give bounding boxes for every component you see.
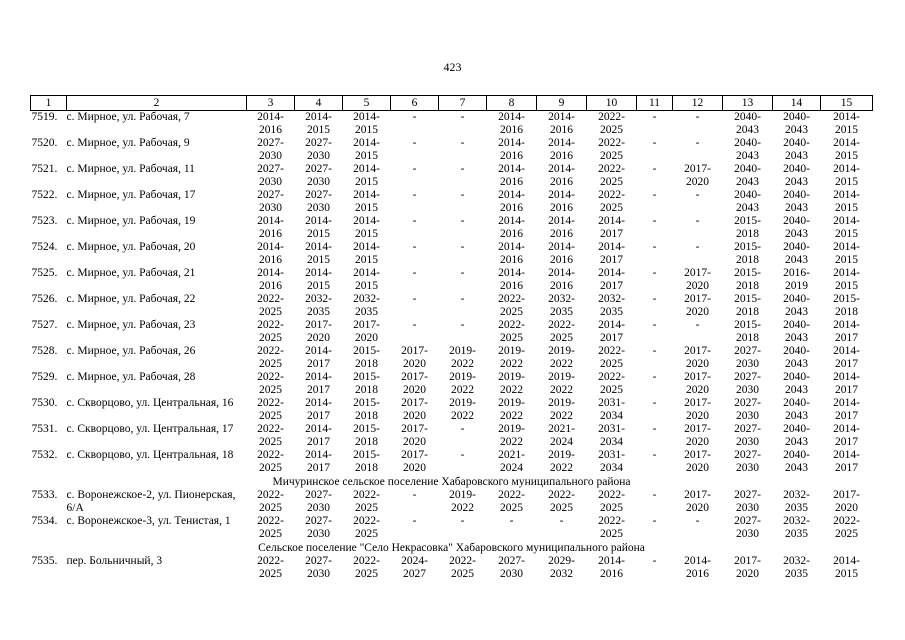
period-cell: 2014- 2016 [548, 267, 575, 292]
period-cell: 2022- 2025 [498, 489, 525, 514]
period-cell: 2017- 2020 [684, 293, 711, 318]
period-cell: 2022- 2025 [257, 397, 284, 422]
period-cell: - [652, 137, 657, 149]
table-row [31, 555, 873, 581]
period-cell: - [412, 489, 417, 501]
period-cell: 2040- 2043 [783, 449, 810, 474]
table-row [31, 345, 873, 371]
period-cell: 2014- 2016 [257, 111, 284, 136]
table-row [31, 163, 873, 189]
row-number: 7525. [31, 267, 58, 279]
column-header: 12 [673, 96, 723, 111]
address-cell: с. Мирное, ул. Рабочая, 23 [66, 319, 196, 331]
period-cell: 2032- 2035 [305, 293, 332, 318]
address-cell: с. Мирное, ул. Рабочая, 26 [66, 345, 196, 357]
period-cell: 2014- 2016 [498, 241, 525, 266]
period-cell: 2014- 2015 [353, 163, 380, 188]
period-cell: - [412, 111, 417, 123]
address-cell: с. Скворцово, ул. Центральная, 17 [66, 423, 234, 435]
period-cell: 2027- 2030 [305, 137, 332, 162]
period-cell: 2014- 2015 [833, 189, 860, 214]
period-cell: 2027- 2030 [734, 345, 761, 370]
period-cell: 2017- 2020 [401, 423, 428, 448]
period-cell: - [652, 319, 657, 331]
period-cell: 2015- 2018 [734, 241, 761, 266]
column-header: 1 [31, 96, 67, 111]
period-cell: - [412, 215, 417, 227]
period-cell: - [412, 267, 417, 279]
period-cell: 2014- 2016 [257, 241, 284, 266]
period-cell: - [652, 397, 657, 409]
period-cell: 2014- 2016 [257, 215, 284, 240]
period-cell: 2014- 2015 [833, 111, 860, 136]
address-cell: с. Скворцово, ул. Центральная, 18 [66, 449, 234, 461]
page-number: 423 [443, 60, 462, 74]
period-cell: - [652, 515, 657, 527]
table-row [31, 423, 873, 449]
period-cell: - [460, 241, 465, 253]
row-number: 7523. [31, 215, 58, 227]
table-row [31, 189, 873, 215]
period-cell: 2014- 2017 [833, 371, 860, 396]
period-cell: - [412, 319, 417, 331]
period-cell: - [460, 319, 465, 331]
period-cell: 2014- 2016 [548, 189, 575, 214]
period-cell: - [652, 371, 657, 383]
row-number: 7530. [31, 397, 58, 409]
period-cell: 2031- 2034 [598, 423, 625, 448]
period-cell: 2015- 2018 [353, 345, 380, 370]
table-row [31, 241, 873, 267]
period-cell: 2029- 2032 [548, 555, 575, 580]
period-cell: 2022- 2025 [257, 423, 284, 448]
row-number: 7529. [31, 371, 58, 383]
column-header: 13 [723, 96, 773, 111]
table-row [31, 397, 873, 423]
period-cell: 2022- 2025 [353, 489, 380, 514]
period-cell: 2017- 2020 [684, 267, 711, 292]
period-cell: 2032- 2035 [598, 293, 625, 318]
period-cell: 2014- 2016 [498, 137, 525, 162]
period-cell: 2040- 2043 [783, 397, 810, 422]
period-cell: 2014- 2017 [598, 215, 625, 240]
address-cell: с. Мирное, ул. Рабочая, 28 [66, 371, 196, 383]
row-number: 7524. [31, 241, 58, 253]
period-cell: 2022- 2025 [598, 489, 625, 514]
row-number: 7522. [31, 189, 58, 201]
period-cell: 2015- 2018 [734, 267, 761, 292]
period-cell: 2031- 2034 [598, 397, 625, 422]
period-cell: - [652, 423, 657, 435]
period-cell: 2014- 2015 [833, 137, 860, 162]
period-cell: 2022- 2025 [548, 489, 575, 514]
period-cell: 2014- 2016 [498, 111, 525, 136]
period-cell: 2027- 2030 [305, 163, 332, 188]
period-cell: 2014- 2015 [305, 111, 332, 136]
period-cell: 2027- 2030 [257, 189, 284, 214]
period-cell: 2022- 2025 [598, 371, 625, 396]
period-cell: 2027- 2030 [305, 515, 332, 540]
period-cell: 2019- 2022 [498, 397, 525, 422]
period-cell: 2022- 2025 [257, 449, 284, 474]
section-heading-row [31, 541, 873, 555]
period-cell: 2014- 2015 [353, 215, 380, 240]
period-cell: 2014- 2017 [305, 423, 332, 448]
column-header: 14 [773, 96, 821, 111]
period-cell: 2014- 2016 [498, 215, 525, 240]
period-cell: 2014- 2017 [833, 423, 860, 448]
period-cell: - [652, 215, 657, 227]
period-cell: 2014- 2017 [598, 319, 625, 344]
period-cell: 2022- 2025 [257, 293, 284, 318]
period-cell: 2014- 2016 [548, 137, 575, 162]
period-cell: - [412, 163, 417, 175]
period-cell: 2017- 2020 [401, 371, 428, 396]
period-cell: 2040- 2043 [734, 163, 761, 188]
period-cell: 2017- 2020 [684, 345, 711, 370]
address-cell: с. Мирное, ул. Рабочая, 17 [66, 189, 196, 201]
period-cell: 2014- 2017 [833, 449, 860, 474]
period-cell: 2014- 2016 [548, 241, 575, 266]
period-cell: - [460, 449, 465, 461]
period-cell: - [695, 515, 700, 527]
period-cell: 2021- 2024 [498, 449, 525, 474]
period-cell: 2017- 2020 [684, 397, 711, 422]
table-row [31, 489, 873, 515]
period-cell: 2014- 2016 [498, 267, 525, 292]
address-cell: с. Воронежское-2, ул. Пионерская, 6/А [66, 489, 236, 514]
row-number: 7521. [31, 163, 58, 175]
period-cell: 2022- 2025 [598, 189, 625, 214]
period-cell: - [695, 215, 700, 227]
period-cell: 2014- 2015 [833, 215, 860, 240]
address-cell: с. Мирное, ул. Рабочая, 11 [66, 163, 195, 175]
column-header: 3 [247, 96, 295, 111]
period-cell: 2040- 2043 [783, 293, 810, 318]
period-cell: 2015- 2018 [353, 423, 380, 448]
period-cell: - [652, 111, 657, 123]
period-cell: - [460, 111, 465, 123]
row-number: 7528. [31, 345, 58, 357]
period-cell: - [559, 515, 564, 527]
address-cell: с. Мирное, ул. Рабочая, 21 [66, 267, 196, 279]
period-cell: - [412, 515, 417, 527]
period-cell: 2027- 2030 [734, 489, 761, 514]
column-header: 4 [295, 96, 343, 111]
period-cell: 2019- 2022 [498, 371, 525, 396]
period-cell: 2017- 2020 [305, 319, 332, 344]
period-cell: 2019- 2022 [498, 345, 525, 370]
period-cell: 2014- 2015 [833, 555, 860, 580]
period-cell: 2014- 2016 [498, 189, 525, 214]
period-cell: 2014- 2017 [598, 267, 625, 292]
period-cell: 2040- 2043 [783, 371, 810, 396]
period-cell: - [460, 293, 465, 305]
period-cell: 2022- 2025 [598, 163, 625, 188]
period-cell: - [652, 163, 657, 175]
period-cell: 2040- 2043 [783, 345, 810, 370]
period-cell: - [509, 515, 514, 527]
period-cell: 2022- 2025 [257, 345, 284, 370]
period-cell: 2022- 2025 [498, 319, 525, 344]
period-cell: 2017- 2020 [684, 163, 711, 188]
table-row [31, 111, 873, 138]
period-cell: 2022- 2025 [449, 555, 476, 580]
period-cell: 2022- 2025 [548, 319, 575, 344]
period-cell: - [460, 423, 465, 435]
period-cell: 2019- 2022 [449, 489, 476, 514]
period-cell: 2022- 2025 [598, 111, 625, 136]
column-header: 6 [391, 96, 439, 111]
row-number: 7520. [31, 137, 58, 149]
period-cell: 2022- 2025 [353, 515, 380, 540]
period-cell: 2032- 2035 [783, 515, 810, 540]
period-cell: 2014- 2015 [353, 267, 380, 292]
address-cell: с. Скворцово, ул. Центральная, 16 [66, 397, 234, 409]
period-cell: 2027- 2030 [734, 449, 761, 474]
header-row [31, 96, 873, 111]
address-cell: с. Мирное, ул. Рабочая, 19 [66, 215, 196, 227]
period-cell: 2027- 2030 [734, 423, 761, 448]
period-cell: - [412, 137, 417, 149]
period-cell: 2014- 2016 [498, 163, 525, 188]
period-cell: 2014- 2016 [598, 555, 625, 580]
period-cell: - [412, 293, 417, 305]
period-cell: 2015- 2018 [833, 293, 860, 318]
period-cell: 2014- 2017 [305, 371, 332, 396]
period-cell: - [460, 189, 465, 201]
period-cell: 2027- 2030 [498, 555, 525, 580]
period-cell: 2017- 2020 [401, 345, 428, 370]
period-cell: 2031- 2034 [598, 449, 625, 474]
period-cell: 2019- 2022 [449, 397, 476, 422]
table-row [31, 371, 873, 397]
period-cell: 2015- 2018 [734, 215, 761, 240]
address-cell: с. Воронежское-3, ул. Тенистая, 1 [66, 515, 231, 527]
table-row [31, 319, 873, 345]
address-cell: с. Мирное, ул. Рабочая, 7 [66, 111, 190, 123]
period-cell: 2014- 2017 [305, 345, 332, 370]
period-cell: - [652, 189, 657, 201]
period-cell: - [652, 449, 657, 461]
period-cell: 2019- 2022 [548, 397, 575, 422]
period-cell: 2032- 2035 [783, 555, 810, 580]
table-body [31, 111, 873, 582]
period-cell: 2040- 2043 [783, 319, 810, 344]
period-cell: - [652, 293, 657, 305]
period-cell: - [652, 241, 657, 253]
period-cell: 2015- 2018 [734, 319, 761, 344]
period-cell: - [695, 241, 700, 253]
period-cell: 2024- 2027 [401, 555, 428, 580]
period-cell: - [695, 319, 700, 331]
table-row [31, 215, 873, 241]
period-cell: 2014- 2017 [598, 241, 625, 266]
period-cell: 2017- 2020 [401, 449, 428, 474]
period-cell: 2017- 2020 [353, 319, 380, 344]
period-cell: 2027- 2030 [305, 489, 332, 514]
period-cell: 2021- 2024 [548, 423, 575, 448]
period-cell: 2040- 2043 [734, 189, 761, 214]
period-cell: 2017- 2020 [401, 397, 428, 422]
row-number: 7533. [31, 489, 58, 501]
period-cell: 2022- 2025 [353, 555, 380, 580]
period-cell: 2027- 2030 [257, 163, 284, 188]
period-cell: - [460, 515, 465, 527]
row-number: 7519. [31, 111, 58, 123]
period-cell: 2022- 2025 [498, 293, 525, 318]
period-cell: 2022- 2025 [598, 137, 625, 162]
row-number: 7527. [31, 319, 58, 331]
period-cell: 2032- 2035 [783, 489, 810, 514]
period-cell: - [652, 489, 657, 501]
period-cell: 2040- 2043 [783, 111, 810, 136]
period-cell: 2014- 2015 [353, 241, 380, 266]
period-cell: 2022- 2025 [598, 515, 625, 540]
period-cell: 2040- 2043 [783, 163, 810, 188]
period-cell: 2014- 2017 [833, 319, 860, 344]
period-cell: 2014- 2016 [548, 111, 575, 136]
schedule-table [30, 95, 873, 581]
period-cell: 2019- 2022 [449, 371, 476, 396]
period-cell: - [460, 163, 465, 175]
period-cell: - [695, 189, 700, 201]
period-cell: 2017- 2020 [734, 555, 761, 580]
period-cell: 2014- 2016 [548, 163, 575, 188]
period-cell: 2040- 2043 [734, 111, 761, 136]
row-number: 7526. [31, 293, 58, 305]
row-number: 7532. [31, 449, 58, 461]
period-cell: 2019- 2022 [498, 423, 525, 448]
column-header: 2 [67, 96, 247, 111]
column-header: 7 [439, 96, 487, 111]
period-cell: 2022- 2025 [833, 515, 860, 540]
period-cell: 2019- 2022 [548, 449, 575, 474]
period-cell: - [652, 267, 657, 279]
section-heading: Мичуринское сельское поселение Хабаровского муниципального района [272, 476, 631, 488]
period-cell: 2014- 2017 [833, 345, 860, 370]
period-cell: 2027- 2030 [305, 189, 332, 214]
period-cell: - [460, 267, 465, 279]
address-cell: с. Мирное, ул. Рабочая, 9 [66, 137, 190, 149]
period-cell: 2016- 2019 [783, 267, 810, 292]
period-cell: - [652, 345, 657, 357]
table-row [31, 137, 873, 163]
section-heading-row [31, 475, 873, 489]
address-cell: пер. Больничный, 3 [66, 555, 163, 567]
period-cell: 2032- 2035 [548, 293, 575, 318]
period-cell: 2027- 2030 [305, 555, 332, 580]
column-header: 8 [487, 96, 537, 111]
period-cell: 2014- 2015 [833, 267, 860, 292]
period-cell: 2040- 2043 [783, 137, 810, 162]
section-heading: Сельское поселение "Село Некрасовка" Хабаровского муниципального района [258, 542, 645, 554]
period-cell: 2032- 2035 [353, 293, 380, 318]
column-header: 10 [587, 96, 637, 111]
period-cell: 2014- 2017 [305, 449, 332, 474]
period-cell: 2022- 2025 [257, 555, 284, 580]
period-cell: 2040- 2043 [783, 215, 810, 240]
period-cell: 2017- 2020 [684, 423, 711, 448]
period-cell: 2022- 2025 [257, 489, 284, 514]
address-cell: с. Мирное, ул. Рабочая, 22 [66, 293, 196, 305]
column-header: 11 [637, 96, 673, 111]
period-cell: 2022- 2025 [257, 371, 284, 396]
period-cell: - [695, 137, 700, 149]
period-cell: 2015- 2018 [353, 397, 380, 422]
period-cell: 2014- 2015 [353, 111, 380, 136]
period-cell: 2022- 2025 [257, 515, 284, 540]
period-cell: 2014- 2015 [353, 189, 380, 214]
address-cell: с. Мирное, ул. Рабочая, 20 [66, 241, 196, 253]
period-cell: - [652, 555, 657, 567]
period-cell: - [460, 215, 465, 227]
period-cell: - [412, 189, 417, 201]
period-cell: 2014- 2016 [684, 555, 711, 580]
period-cell: 2014- 2017 [305, 397, 332, 422]
table-row [31, 293, 873, 319]
period-cell: 2014- 2015 [353, 137, 380, 162]
table-row [31, 449, 873, 475]
period-cell: 2014- 2015 [305, 267, 332, 292]
column-header: 15 [821, 96, 873, 111]
period-cell: 2022- 2025 [598, 345, 625, 370]
period-cell: 2027- 2030 [734, 515, 761, 540]
period-cell: 2014- 2016 [257, 267, 284, 292]
period-cell: 2027- 2030 [257, 137, 284, 162]
period-cell: 2014- 2015 [833, 241, 860, 266]
period-cell: 2019- 2022 [449, 345, 476, 370]
period-cell: 2027- 2030 [734, 397, 761, 422]
period-cell: - [412, 241, 417, 253]
period-cell: 2017- 2020 [833, 489, 860, 514]
period-cell: 2017- 2020 [684, 371, 711, 396]
period-cell: 2040- 2043 [783, 241, 810, 266]
period-cell: 2040- 2043 [734, 137, 761, 162]
period-cell: 2019- 2022 [548, 371, 575, 396]
period-cell: 2014- 2015 [305, 215, 332, 240]
period-cell: 2014- 2016 [548, 215, 575, 240]
row-number: 7534. [31, 515, 58, 527]
period-cell: 2019- 2022 [548, 345, 575, 370]
period-cell: 2014- 2015 [833, 163, 860, 188]
table-row [31, 515, 873, 541]
period-cell: 2040- 2043 [783, 423, 810, 448]
column-header: 9 [537, 96, 587, 111]
table-row [31, 267, 873, 293]
period-cell: 2022- 2025 [257, 319, 284, 344]
column-header: 5 [343, 96, 391, 111]
period-cell: - [695, 111, 700, 123]
period-cell: 2014- 2017 [833, 397, 860, 422]
row-number: 7531. [31, 423, 58, 435]
period-cell: 2015- 2018 [353, 449, 380, 474]
row-number: 7535. [31, 555, 58, 567]
period-cell: - [460, 137, 465, 149]
period-cell: 2015- 2018 [353, 371, 380, 396]
period-cell: 2014- 2015 [305, 241, 332, 266]
period-cell: 2017- 2020 [684, 489, 711, 514]
period-cell: 2017- 2020 [684, 449, 711, 474]
period-cell: 2015- 2018 [734, 293, 761, 318]
period-cell: 2027- 2030 [734, 371, 761, 396]
period-cell: 2040- 2043 [783, 189, 810, 214]
